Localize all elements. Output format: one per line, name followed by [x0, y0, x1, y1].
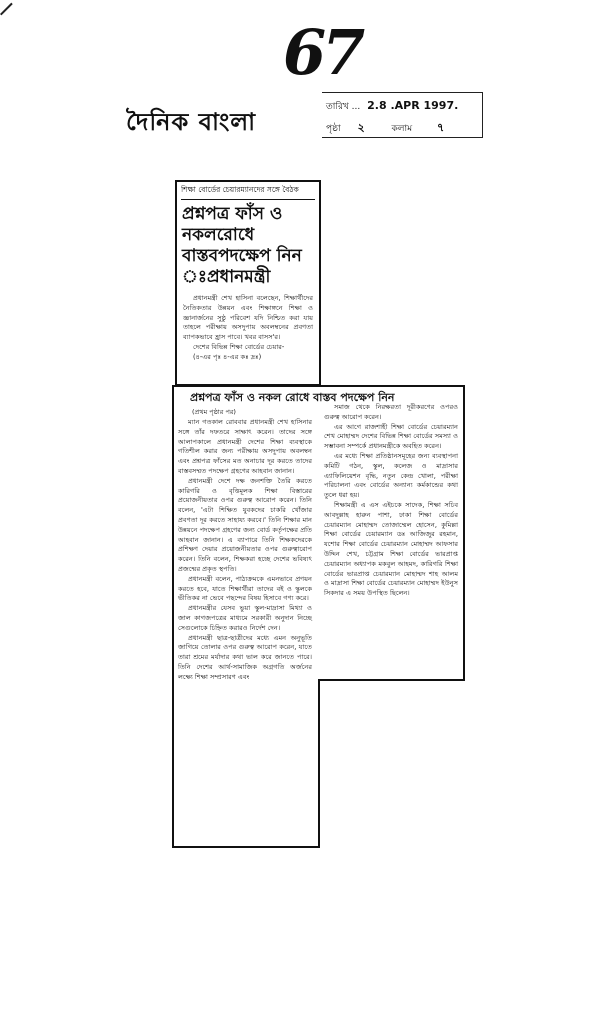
date-value: 2.8 .APR 1997.: [367, 99, 459, 112]
paragraph: প্রধানমন্ত্রী ছাত্র-ছাত্রীদের মধ্যে এমন অনুভূতি জাগিয়ে তোলার ওপর গুরুত্ব আরোপ করেন, যাতে তারা শ্রমের মর্যাদার কথা ভাল করে জানতে পারে। তিনি দেশের আর্থ-সামাজিক অগ্রগতি অর্জনের লক্ষ্যে শিক্ষা সম্প্রসারণ এবং: [178, 633, 312, 681]
date-stamp: [322, 92, 483, 138]
paragraph: প্রধানমন্ত্রীর যেসব ভুয়া স্কুল-মাদ্রাসা মিথ্যা ও জাল কাগজপত্রের মাধ্যমে সরকারী অনুদান নিচ্ছে সেগুলোকে চিহ্নিত করারও নির্দেশ দেন।: [178, 604, 312, 632]
page-value: ২: [357, 121, 365, 134]
right-column: [324, 403, 458, 599]
kicker: শিক্ষা বোর্ডের চেয়ারম্যানদের সঙ্গে বৈঠক: [181, 185, 315, 200]
paragraph: প্রধানমন্ত্রী বলেন, পাঠ্যক্রমকে এমনভাবে প্রণয়ন করতে হবে, যাতে শিক্ষার্থীরা তাদের বই ও স্কুলকে ভীতিকর না ভেবে পছন্দের বিষয় হিসাবে গণ্য করে।: [178, 574, 312, 603]
border: [172, 385, 174, 848]
continuation-title: প্রশ্নপত্র ফাঁস ও নকল রোধে বাস্তব পদক্ষেপ নিন: [190, 391, 395, 404]
stamp-date-row: [326, 99, 458, 114]
paragraph: দেশের বিভিন্ন শিক্ষা বোর্ডের চেয়ার-: [193, 342, 285, 351]
border: [463, 385, 465, 681]
paragraph: এর আগে রাজশাহী শিক্ষা বোর্ডের চেয়ারম্যান শেখ মোহাম্মদ দেশের বিভিন্ন শিক্ষা বোর্ডের সমস্যা ও সম্ভাবনা সম্পর্কে প্রধানমন্ত্রীকে অবহিত করেন।: [324, 422, 458, 451]
handwritten-page-number: 67: [283, 16, 362, 89]
paragraph: সমাজ থেকে নিরক্ষরতা দূরীকরণের ওপরও গুরুত্ব আরোপ করেন।: [324, 403, 458, 421]
border: [318, 681, 320, 848]
paragraph: শিক্ষামন্ত্রী এ এস এইচকে সাদেক, শিক্ষা সচিব আবদুল্লাহ হারুন পাশা, ঢাকা শিক্ষা বোর্ডের চেয়ারম্যান মোহাম্মদ তোজাম্মেল হোসেন, কুমিল্লা শিক্ষা বোর্ডের চেয়ারম্যান ডঃ আজিজুর রহমান, যশোর শিক্ষা বোর্ডের চেয়ারম্যান মোহাম্মদ আফসার উদ্দিন শেখ, চট্টগ্রাম শিক্ষা বোর্ডের ভারপ্রাপ্ত চেয়ারম্যান অধ্যাপক মকবুল আহমদ, কারিগরি শিক্ষা বোর্ডের ভারপ্রাপ্ত চেয়ারম্যান মোহাম্মদ শাহ আলম ও মাদ্রাসা শিক্ষা বোর্ডের চেয়ারম্যান মোহাম্মদ ইউনুস সিকদার এ সময় উপস্থিত ছিলেন।: [324, 500, 458, 598]
headline: প্রশ্নপত্র ফাঁস ও নকলরোধে বাস্তবপদক্ষেপ নিন ঃপ্রধানমন্ত্রী: [182, 204, 302, 287]
front-page-clipping: [175, 180, 321, 386]
continuation-clipping: [172, 385, 465, 848]
paragraph: প্রধানমন্ত্রী দেশে দক্ষ জনশক্তি তৈরি করতে কারিগরি ও বৃত্তিমূলক শিক্ষা বিস্তারের প্রয়োজনীয়তার ওপর গুরুত্ব আরোপ করেন। তিনি বলেন, 'এটা শিক্ষিত যুবকদের চাকরি খোঁজার প্রবণতা দূর করতে সাহায্য করবে।' তিনি শিক্ষার মান উন্নয়নে পদক্ষেপ গ্রহণের জন্য বোর্ড কর্তৃপক্ষের প্রতি আহবান জানান। এ ব্যাপারে তিনি শিক্ষকদেরকে প্রশিক্ষণ দেয়ার প্রয়োজনীয়তার ওপর গুরুত্বারোপ করেন। তিনি বলেন, শিক্ষকরা হচ্ছে দেশের ভবিষ্যৎ প্রজন্মের প্রকৃত স্থপতি।: [178, 476, 312, 573]
continuation-subtitle: (প্রথম পৃষ্ঠার পর): [192, 408, 236, 416]
jump-line: (৪-এর পৃঃ ৪-এর কঃ দ্রঃ): [193, 352, 262, 361]
column-value: ৭: [437, 121, 445, 134]
page-label: পৃষ্ঠা: [326, 124, 341, 134]
stamp-page-row: [326, 119, 444, 138]
border: [172, 846, 320, 848]
newspaper-masthead: দৈনিক বাংলা: [126, 108, 257, 136]
paragraph: ম্যান গতকাল রোববার প্রধানমন্ত্রী শেখ হাসিনার সঙ্গে তাঁর দফতরে সাক্ষাৎ করেন। তাদের সঙ্গে আলাপকালে প্রধানমন্ত্রী দেশের শিক্ষা ব্যবস্থাকে গতিশীল করার জন্য পরীক্ষায় অসদুপায় অবলম্বন এবং প্রশ্নপত্র ফাঁসের মত অনাচার দূর করতে তাদের বাস্তবসম্মত পদক্ষেপ গ্রহণের আহবান জানান।: [178, 418, 312, 475]
border: [172, 385, 465, 387]
left-column: [178, 418, 312, 683]
date-label: তারিখ ...: [326, 102, 361, 112]
paragraph: প্রধানমন্ত্রী শেখ হাসিনা বলেছেন, শিক্ষার্থীদের নৈতিকতার উন্নয়ন এবং শিক্ষাঙ্গনে শিক্ষা ও জ্ঞানার্জনের সুষ্ঠু পরিবেশ যদি নিশ্চিত করা যায় তাহলে পরীক্ষায় অসদুপায় অবলম্বনের প্রবণতা ব্যাপকভাবে হ্রাস পাবে। খবর বাসস'র।: [183, 294, 313, 342]
article-body: [183, 294, 313, 363]
column-label: কলাম: [391, 124, 413, 134]
corner-mark: [0, 3, 13, 16]
border: [318, 679, 465, 681]
paragraph: এর মধ্যে শিক্ষা প্রতিষ্ঠানসমূহের জন্য ব্যবস্থাপনা কমিটি গঠন, স্কুল, কলেজ ও মাদ্রাসার এ্যাফিলিয়েশন বৃদ্ধি, নতুন কেন্দ্র খোলা, পরীক্ষা পরিচালনা এবং বোর্ডের অন্যান্য কর্মকান্ডের কথা তুলে ধরা হয়।: [324, 451, 458, 500]
